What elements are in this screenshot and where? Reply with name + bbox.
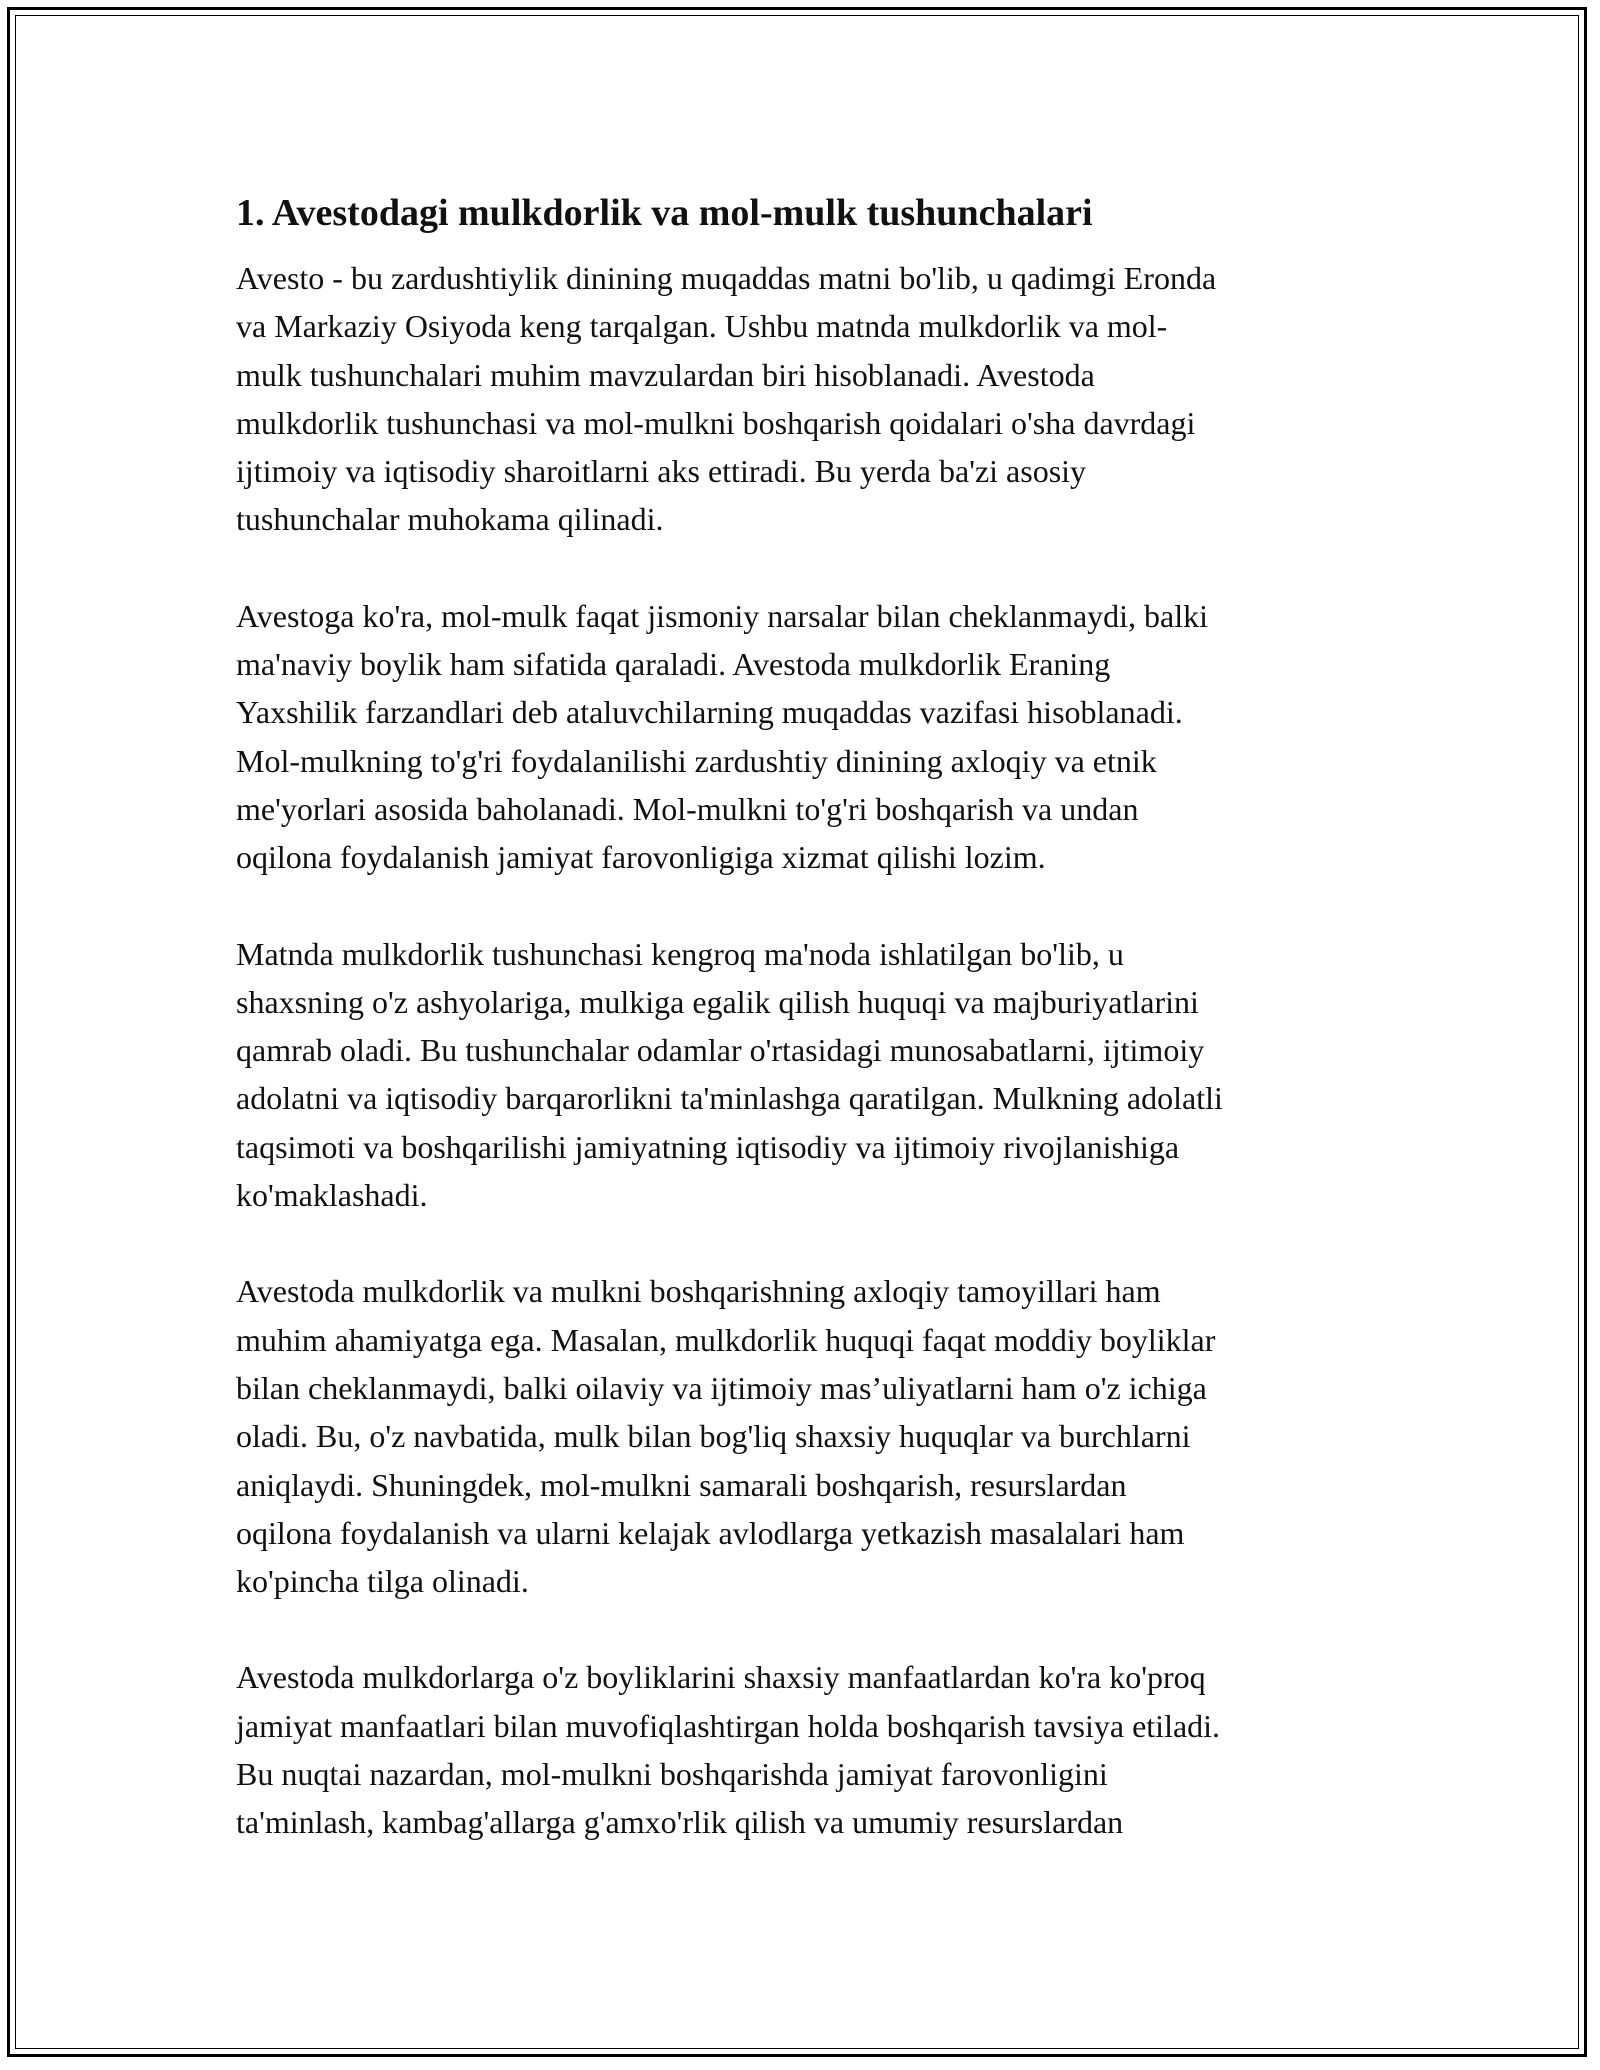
text-line: me'yorlari asosida baholanadi. Mol-mulkni to'g'ri boshqarish va undan bbox=[236, 790, 1139, 827]
text-line: aniqlaydi. Shuningdek, mol-mulkni samarali boshqarish, resurslardan bbox=[236, 1466, 1127, 1503]
text-line: oladi. Bu, o'z navbatida, mulk bilan bog'liq shaxsiy huquqlar va burchlarni bbox=[236, 1418, 1191, 1455]
paragraph-list bbox=[236, 254, 1376, 1847]
text-line: ma'naviy boylik ham sifatida qaraladi. Avestoda mulkdorlik Eraning bbox=[236, 646, 1111, 683]
text-line: muhim ahamiyatga ega. Masalan, mulkdorlik huquqi faqat moddiy boyliklar bbox=[236, 1321, 1216, 1358]
paragraph-4 bbox=[236, 1267, 1376, 1605]
text-line: Yaxshilik farzandlari deb ataluvchilarning muqaddas vazifasi hisoblanadi. bbox=[236, 694, 1183, 731]
paragraph-3 bbox=[236, 930, 1376, 1220]
text-line: Matnda mulkdorlik tushunchasi kengroq ma'noda ishlatilgan bo'lib, u bbox=[236, 935, 1124, 972]
text-line: va Markaziy Osiyoda keng tarqalgan. Ushbu matnda mulkdorlik va mol- bbox=[236, 308, 1168, 345]
text-line: jamiyat manfaatlari bilan muvofiqlashtirgan holda boshqarish tavsiya etiladi. bbox=[236, 1707, 1221, 1744]
text-line: Avestoda mulkdorlik va mulkni boshqarishning axloqiy tamoyillari ham bbox=[236, 1273, 1161, 1310]
text-line: bilan cheklanmaydi, balki oilaviy va ijtimoiy mas’uliyatlarni ham o'z ichiga bbox=[236, 1369, 1207, 1406]
text-line: Bu nuqtai nazardan, mol-mulkni boshqarishda jamiyat farovonligini bbox=[236, 1756, 1108, 1793]
text-line: tushunchalar muhokama qilinadi. bbox=[236, 501, 664, 538]
paragraph-5 bbox=[236, 1653, 1376, 1846]
text-line: ko'maklashadi. bbox=[236, 1177, 428, 1214]
text-line: Avesto - bu zardushtiylik dinining muqaddas matni bo'lib, u qadimgi Eronda bbox=[236, 260, 1217, 296]
text-line: qamrab oladi. Bu tushunchalar odamlar o'rtasidagi munosabatlarni, ijtimoiy bbox=[236, 1032, 1205, 1069]
text-line: ta'minlash, kambag'allarga g'amxo'rlik qilish va umumiy resurslardan bbox=[236, 1804, 1124, 1841]
text-line: Avestoda mulkdorlarga o'z boyliklarini shaxsiy manfaatlardan ko'ra ko'proq bbox=[236, 1659, 1206, 1696]
text-line: oqilona foydalanish jamiyat farovonligiga xizmat qilishi lozim. bbox=[236, 839, 1046, 876]
paragraph-2 bbox=[236, 592, 1376, 882]
text-line: ko'pincha tilga olinadi. bbox=[236, 1563, 529, 1600]
text-line: Avestoga ko'ra, mol-mulk faqat jismoniy narsalar bilan cheklanmaydi, balki bbox=[236, 597, 1209, 634]
text-line: adolatni va iqtisodiy barqarorlikni ta'minlashga qaratilgan. Mulkning adolatli bbox=[236, 1080, 1223, 1117]
text-line: taqsimoti va boshqarilishi jamiyatning iqtisodiy va ijtimoiy rivojlanishiga bbox=[236, 1128, 1180, 1165]
text-line: oqilona foydalanish va ularni kelajak avlodlarga yetkazish masalalari ham bbox=[236, 1514, 1185, 1551]
text-line: mulkdorlik tushunchasi va mol-mulkni boshqarish qoidalari o'sha davrdagi bbox=[236, 404, 1196, 441]
text-line: Mol-mulkning to'g'ri foydalanilishi zardushtiy dinining axloqiy va etnik bbox=[236, 742, 1157, 779]
text-line: mulk tushunchalari muhim mavzulardan biri hisoblanadi. Avestoda bbox=[236, 356, 1095, 393]
section-heading: 1. Avestodagi mulkdorlik va mol-mulk tushunchalari bbox=[236, 192, 1093, 234]
paragraph-1 bbox=[236, 254, 1376, 544]
document-body bbox=[236, 188, 1376, 1895]
text-line: ijtimoiy va iqtisodiy sharoitlarni aks ettiradi. Bu yerda ba'zi asosiy bbox=[236, 453, 1087, 490]
text-line: shaxsning o'z ashyolariga, mulkiga egalik qilish huquqi va majburiyatlarini bbox=[236, 983, 1199, 1020]
